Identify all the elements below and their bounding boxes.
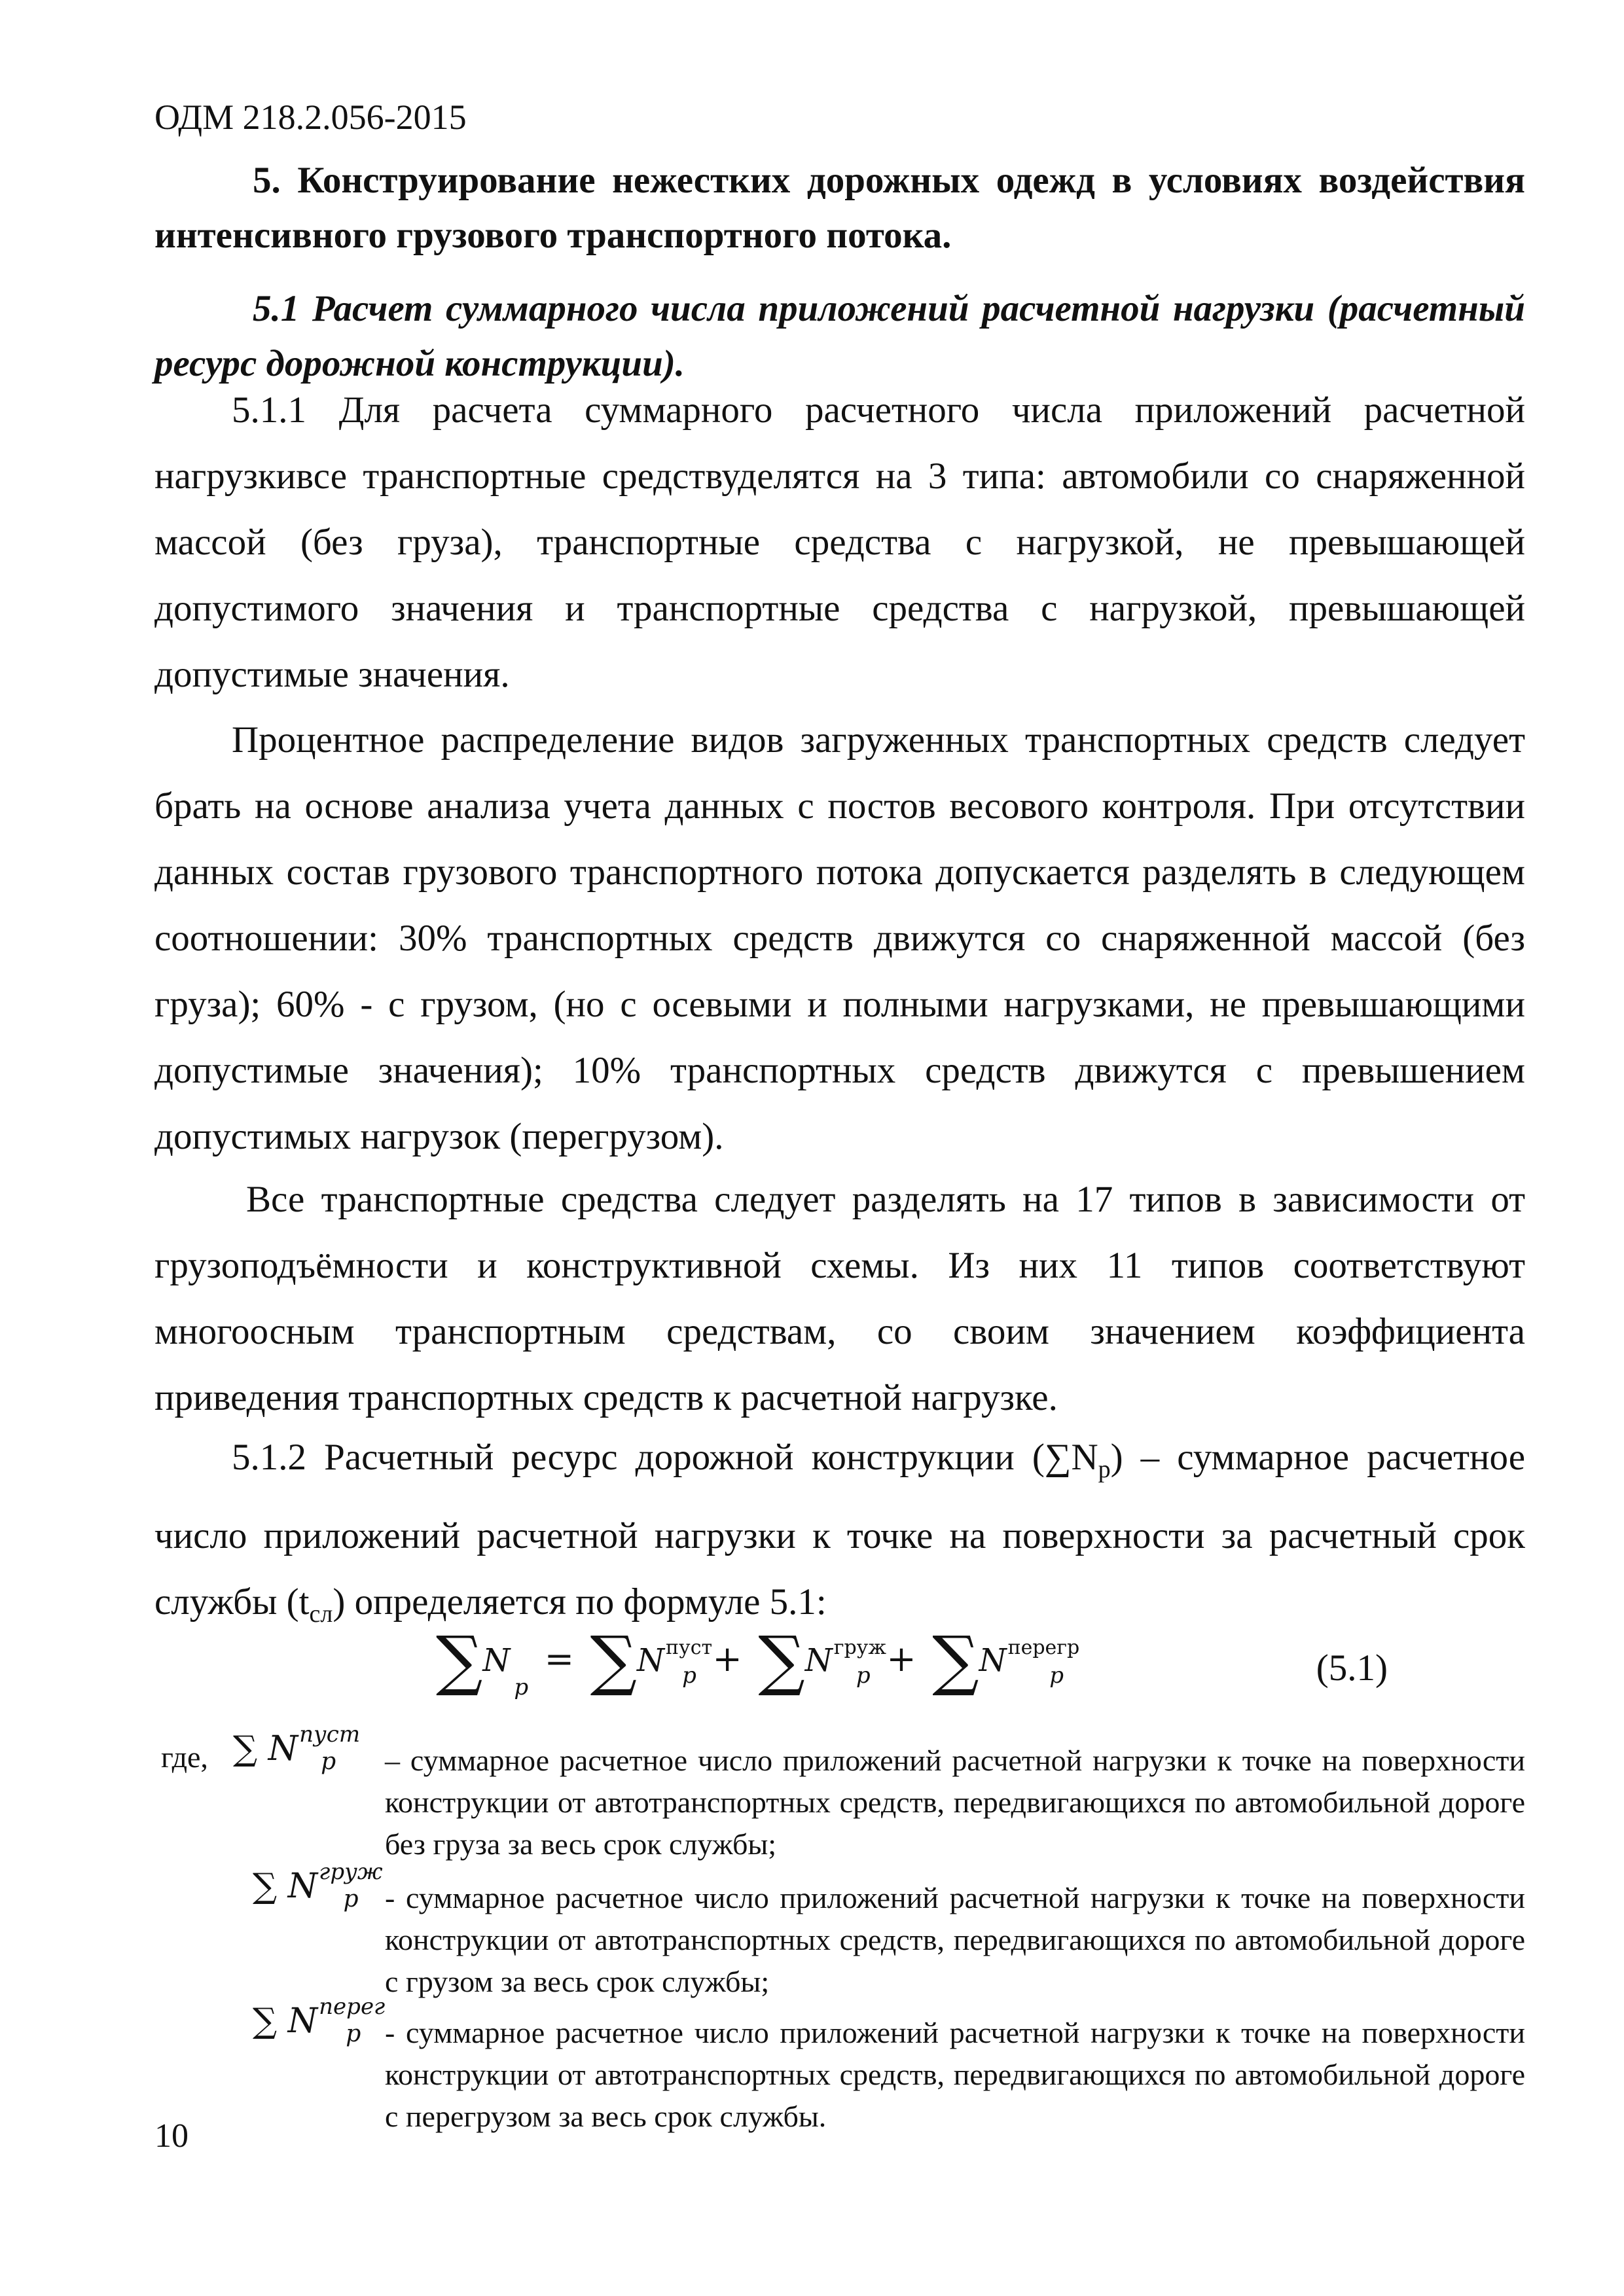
sum-sign: ∑	[590, 1622, 638, 1698]
formula-5-1	[154, 1622, 1525, 1720]
definition-symbol: ∑ $N^{пуст}_p$	[233, 1721, 361, 1775]
subscript-sl: сл	[309, 1600, 333, 1628]
equals-sign: =	[544, 1638, 575, 1679]
subscript-p: p	[1098, 1456, 1111, 1483]
sum-sign: ∑	[758, 1622, 805, 1698]
where-label: где,	[161, 1740, 208, 1774]
definition-text: - суммарное расчетное число приложений расчетной нагрузки к точке на поверхности конструкции от автотранспортных средств, передвигающихся по автомобильной дороге с грузом за весь срок службы;	[385, 1881, 1525, 1998]
formula-sup-overloaded: перегр	[1007, 1636, 1080, 1659]
sum-sign: ∑	[436, 1622, 483, 1698]
formula-subscript-p: p	[856, 1662, 871, 1689]
definition-loaded	[154, 1859, 1525, 1998]
formula-subscript-p: p	[682, 1662, 696, 1689]
section-heading: 5. Конструирование нежестких дорожных одежд в условиях воздействия интенсивного грузового транспортного потока.	[154, 160, 1525, 256]
formula-subscript-p: p	[514, 1674, 529, 1700]
paragraph-5-1-2-part2: ) – суммарное расчетное число приложений расчетной нагрузки к точке на поверхности за расчетный срок службы (t	[154, 1437, 1525, 1623]
paragraph-5-1-2	[154, 1424, 1525, 1647]
formula-expression	[436, 1622, 1080, 1700]
paragraph-5-1-2-part1: 5.1.2 Расчетный ресурс дорожной конструкции (∑N	[232, 1437, 1098, 1478]
page-number: 10	[154, 2117, 189, 2155]
formula-subscript-p: p	[1049, 1662, 1064, 1689]
formula-sup-loaded: груж	[833, 1636, 886, 1659]
sum-sign: ∑	[932, 1622, 979, 1698]
formula-number: (5.1)	[1316, 1647, 1388, 1689]
formula-N: N	[482, 1642, 511, 1679]
definition-symbol: ∑ $N^{груж}_p$	[253, 1859, 383, 1912]
definition-text: - суммарное расчетное число приложений расчетной нагрузки к точке на поверхности конструкции от автотранспортных средств, передвигающихся по автомобильной дороге с перегрузом за весь срок службы.	[385, 2016, 1525, 2133]
definition-empty	[154, 1721, 1525, 1861]
definition-symbol: ∑ $N^{перег}_p$	[253, 1994, 386, 2047]
definition-overloaded	[154, 1994, 1525, 2133]
paragraph-5-1-1: 5.1.1 Для расчета суммарного расчетного числа приложений расчетной нагрузкивсе транспортные средствуделятся на 3 типа: автомобили со снаряженной массой (без груза), транспортные средства с нагрузкой, не превышающей допустимого значения и транспортные средства с нагрузкой, превышающей допустимые значения.	[154, 389, 1525, 695]
paragraph-distribution: Процентное распределение видов загруженных транспортных средств следует брать на основе анализа учета данных с постов весового контроля. При отсутствии данных состав грузового транспортного потока допускается разделять в следующем соотношении: 30% транспортных средств движутся со снаряженной массой (без груза); 60% - с грузом, (но с осевыми и полными нагрузками, не превышающими допустимые значения); 10% транспортных средств движутся с превышением допустимых нагрузок (перегрузом).	[154, 719, 1525, 1157]
definition-text: – суммарное расчетное число приложений расчетной нагрузки к точке на поверхности конструкции от автотранспортных средств, передвигающихся по автомобильной дороге без груза за весь срок службы;	[385, 1744, 1525, 1861]
paragraph-5-1-2-part3: ) определяется по формуле 5.1:	[333, 1581, 827, 1623]
document-code: ОДМ 218.2.056-2015	[154, 98, 467, 137]
formula-sup-empty: пуст	[666, 1636, 713, 1659]
paragraph-vehicle-types: Все транспортные средства следует разделять на 17 типов в зависимости от грузоподъёмности и конструктивной схемы. Из них 11 типов соответствуют многоосным транспортным средствам, со своим значением коэффициента приведения транспортных средств к расчетной нагрузке.	[154, 1179, 1525, 1418]
plus-sign: +	[712, 1638, 742, 1679]
formula-N: N	[979, 1642, 1007, 1679]
formula-N: N	[637, 1642, 665, 1679]
plus-sign: +	[886, 1638, 916, 1679]
subsection-heading: 5.1 Расчет суммарного числа приложений расчетной нагрузки (расчетный ресурс дорожной конструкции).	[154, 288, 1525, 384]
formula-N: N	[804, 1642, 833, 1679]
